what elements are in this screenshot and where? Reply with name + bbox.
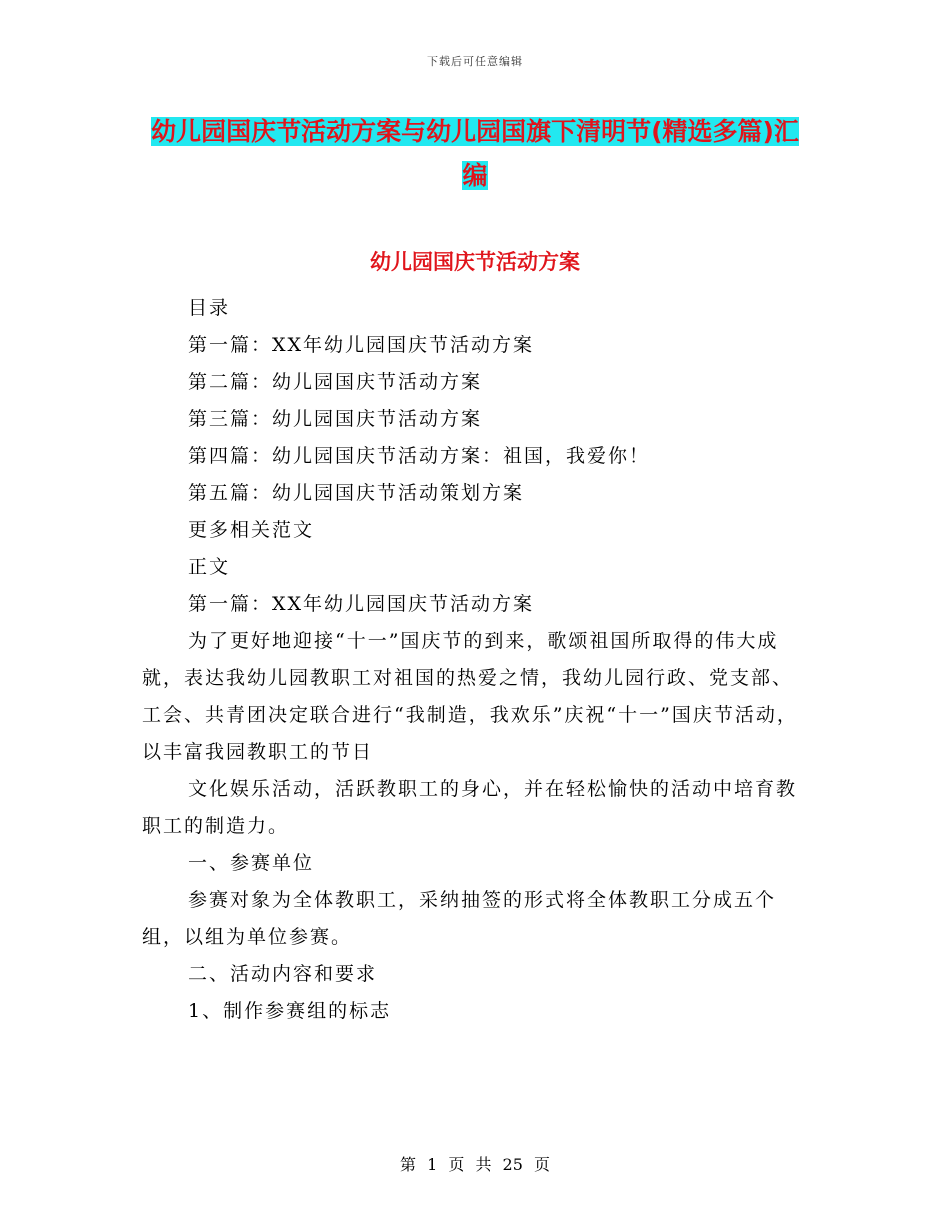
toc-item: 第五篇：幼儿园国庆节活动策划方案 bbox=[188, 482, 525, 504]
body-heading: 正文 bbox=[188, 556, 231, 578]
toc-item: 第四篇：幼儿园国庆节活动方案：祖国，我爱你！ bbox=[188, 445, 651, 467]
document-body bbox=[142, 290, 808, 1030]
item-heading: 一、参赛单位 bbox=[188, 852, 315, 874]
header-note: 下载后可任意编辑 bbox=[427, 55, 523, 68]
sub-item: 1、制作参赛组的标志 bbox=[188, 1000, 392, 1022]
page-footer: 第 1 页 共 25 页 bbox=[400, 1155, 550, 1174]
item-heading: 二、活动内容和要求 bbox=[188, 963, 378, 985]
chapter-title: 第一篇：XX年幼儿园国庆节活动方案 bbox=[188, 593, 535, 615]
toc-item: 第三篇：幼儿园国庆节活动方案 bbox=[188, 408, 483, 430]
toc-item: 第二篇：幼儿园国庆节活动方案 bbox=[188, 371, 483, 393]
toc-item: 第一篇：XX年幼儿园国庆节活动方案 bbox=[188, 334, 535, 356]
paragraph: 为了更好地迎接“十一”国庆节的到来，歌颂祖国所取得的伟大成就，表达我幼儿园教职工对祖国的热爱之情，我幼儿园行政、党支部、工会、共青团决定联合进行“我制造，我欢乐”庆祝“十一”国庆节活动，以丰富我园教职工的节日 bbox=[142, 630, 798, 763]
toc-item: 更多相关范文 bbox=[188, 519, 315, 541]
section-title: 幼儿园国庆节活动方案 bbox=[370, 250, 580, 274]
paragraph: 文化娱乐活动，活跃教职工的身心，并在轻松愉快的活动中培育教职工的制造力。 bbox=[142, 778, 798, 837]
toc-heading: 目录 bbox=[188, 297, 231, 319]
paragraph: 参赛对象为全体教职工，采纳抽签的形式将全体教职工分成五个组，以组为单位参赛。 bbox=[142, 889, 777, 948]
document-title bbox=[142, 110, 808, 198]
document-title-text: 幼儿园国庆节活动方案与幼儿园国旗下清明节(精选多篇)汇编 bbox=[151, 117, 799, 190]
